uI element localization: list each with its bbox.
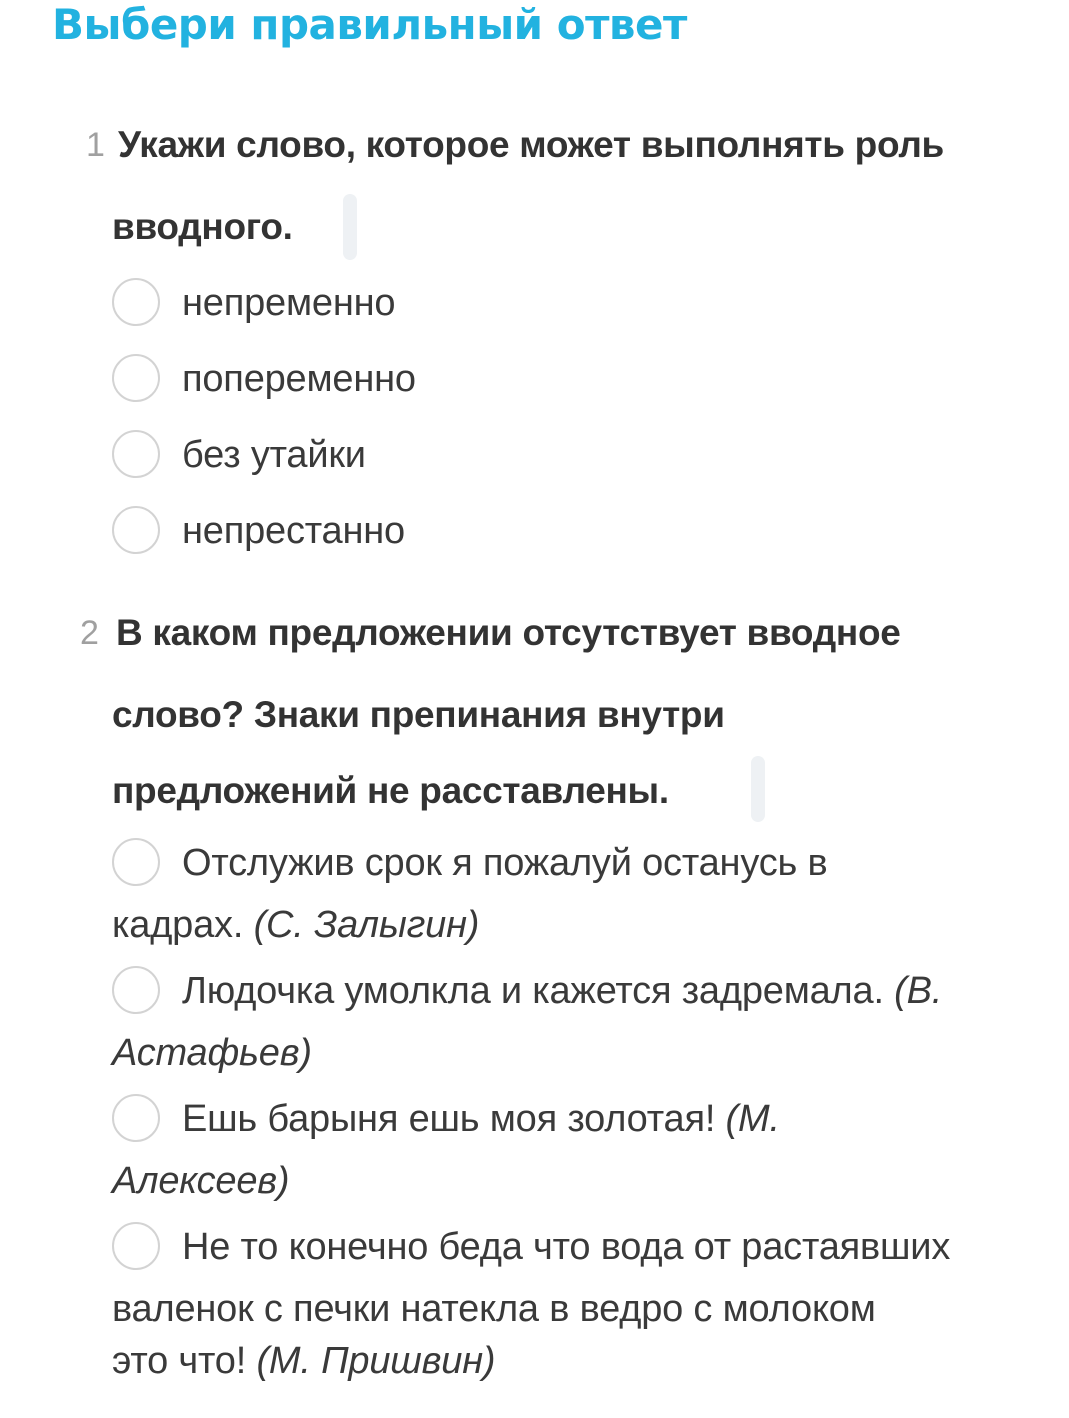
- page-title: Выбери правильный ответ: [52, 0, 687, 49]
- option-author-continued[interactable]: Алексеев): [112, 1160, 290, 1202]
- option-label-continued[interactable]: [112, 1340, 495, 1383]
- option-label[interactable]: [182, 1098, 780, 1141]
- radio-button[interactable]: [112, 1094, 160, 1142]
- question-number: 1: [86, 126, 105, 164]
- option-author: (М. Пришвин): [256, 1340, 496, 1382]
- option-text: Ешь барыня ешь моя золотая!: [182, 1098, 716, 1140]
- option-label[interactable]: непрестанно: [182, 510, 405, 552]
- question-number: 2: [80, 614, 99, 652]
- option-text: Людочка умолкла и кажется задремала.: [182, 970, 884, 1012]
- option-author: (В.: [894, 970, 943, 1012]
- radio-button[interactable]: [112, 278, 160, 326]
- text-cursor-marker: [343, 194, 357, 260]
- option-text: это что!: [112, 1340, 247, 1382]
- option-author-continued[interactable]: Астафьев): [112, 1032, 312, 1074]
- radio-button[interactable]: [112, 966, 160, 1014]
- option-label[interactable]: Не то конечно беда что вода от растаявших: [182, 1226, 951, 1268]
- option-label-continued[interactable]: валенок с печки натекла в ведро с молоком: [112, 1288, 876, 1330]
- radio-button[interactable]: [112, 354, 160, 402]
- radio-button[interactable]: [112, 1222, 160, 1270]
- radio-button[interactable]: [112, 430, 160, 478]
- option-label[interactable]: [182, 970, 942, 1013]
- question-text-line: Укажи слово, которое может выполнять роль: [118, 124, 944, 165]
- radio-button[interactable]: [112, 838, 160, 886]
- option-text: кадрах.: [112, 904, 244, 946]
- option-label-continued[interactable]: [112, 904, 479, 947]
- text-cursor-marker: [751, 756, 765, 822]
- question-text-line: вводного.: [112, 206, 293, 247]
- option-author: (С. Залыгин): [253, 904, 480, 946]
- question-text-line: В каком предложении отсутствует вводное: [116, 612, 901, 653]
- option-label[interactable]: без утайки: [182, 434, 366, 476]
- option-author: (М.: [725, 1098, 780, 1140]
- question-text-line: слово? Знаки препинания внутри: [112, 694, 725, 735]
- option-label[interactable]: непременно: [182, 282, 396, 324]
- option-label[interactable]: попеременно: [182, 358, 416, 400]
- option-label[interactable]: Отслужив срок я пожалуй останусь в: [182, 842, 828, 884]
- radio-button[interactable]: [112, 506, 160, 554]
- question-text-line: предложений не расставлены.: [112, 770, 669, 811]
